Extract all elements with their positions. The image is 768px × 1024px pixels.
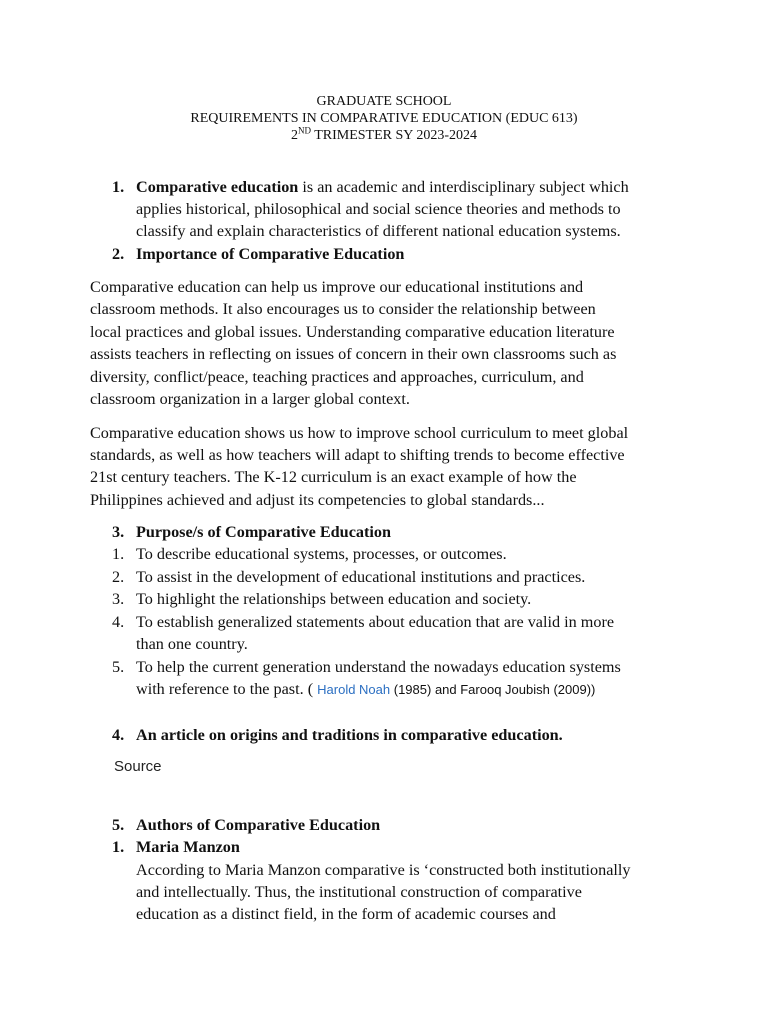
- purpose-number: 4.: [112, 613, 125, 631]
- paragraph-line: Comparative education shows us how to improve school curriculum to meet global: [90, 424, 629, 442]
- paragraph-line: classroom organization in a larger global context.: [90, 390, 410, 408]
- item-2-title: Importance of Comparative Education: [136, 245, 405, 263]
- purpose-item: To highlight the relationships between education and society.: [136, 590, 532, 608]
- item-4-number: 4.: [112, 726, 125, 744]
- paragraph-line: diversity, conflict/peace, teaching practices and approaches, curriculum, and: [90, 368, 584, 386]
- paragraph-line: classroom methods. It also encourages us to consider the relationship between: [90, 300, 596, 318]
- purpose-number: 5.: [112, 658, 125, 676]
- item-3-number: 3.: [112, 523, 125, 541]
- item-4-title: An article on origins and traditions in comparative education.: [136, 726, 563, 744]
- item-1-line-1: Comparative education is an academic and interdisciplinary subject which: [136, 178, 629, 196]
- author-description-line: According to Maria Manzon comparative is ‘constructed both institutionally: [136, 861, 631, 879]
- author-description-line: education as a distinct field, in the form of academic courses and: [136, 905, 556, 923]
- item-1-line-2: applies historical, philosophical and social science theories and methods to: [136, 200, 621, 218]
- item-3-title: Purpose/s of Comparative Education: [136, 523, 391, 541]
- author-name: Maria Manzon: [136, 838, 240, 856]
- harold-noah-link[interactable]: Harold Noah: [317, 682, 391, 697]
- paragraph-line: standards, as well as how teachers will adapt to shifting trends to become effective: [90, 446, 625, 464]
- purpose-number: 1.: [112, 545, 125, 563]
- purpose-item: To help the current generation understand the nowadays education systems: [136, 658, 621, 676]
- header-course: REQUIREMENTS IN COMPARATIVE EDUCATION (EDUC 613): [190, 111, 578, 126]
- paragraph-line: assists teachers in reflecting on issues of concern in their own classrooms such as: [90, 345, 617, 363]
- item-1-number: 1.: [112, 178, 125, 196]
- source-label: Source: [114, 758, 162, 775]
- paragraph-line: Philippines achieved and adjust its competencies to global standards...: [90, 491, 545, 509]
- item-2-number: 2.: [112, 245, 125, 263]
- purpose-item: To describe educational systems, processes, or outcomes.: [136, 545, 507, 563]
- item-5-number: 5.: [112, 816, 125, 834]
- header-term: 2ND TRIMESTER SY 2023-2024: [290, 125, 478, 143]
- paragraph-line: local practices and global issues. Understanding comparative education literature: [90, 323, 615, 341]
- author-description-line: and intellectually. Thus, the institutional construction of comparative: [136, 883, 582, 901]
- item-1-line-3: classify and explain characteristics of different national education systems.: [136, 222, 621, 240]
- citation-rest: (1985) and Farooq Joubish (2009)): [390, 682, 596, 697]
- author-number: 1.: [112, 838, 125, 856]
- purpose-number: 2.: [112, 568, 125, 586]
- paragraph-line: 21st century teachers. The K-12 curriculum is an exact example of how the: [90, 468, 577, 486]
- item-5-title: Authors of Comparative Education: [136, 816, 381, 834]
- purpose-item: To establish generalized statements about education that are valid in more: [136, 613, 615, 631]
- purpose-item-continued: with reference to the past. ( Harold Noah (1985) and Farooq Joubish (2009)): [136, 680, 596, 698]
- purpose-number: 3.: [112, 590, 125, 608]
- item-1-term: Comparative education: [136, 178, 299, 196]
- header-school: GRADUATE SCHOOL: [316, 94, 452, 109]
- purpose-item-continued: than one country.: [136, 635, 248, 653]
- purpose-item: To assist in the development of educational institutions and practices.: [136, 568, 586, 586]
- paragraph-line: Comparative education can help us improve our educational institutions and: [90, 278, 584, 296]
- document-header: [0, 93, 768, 144]
